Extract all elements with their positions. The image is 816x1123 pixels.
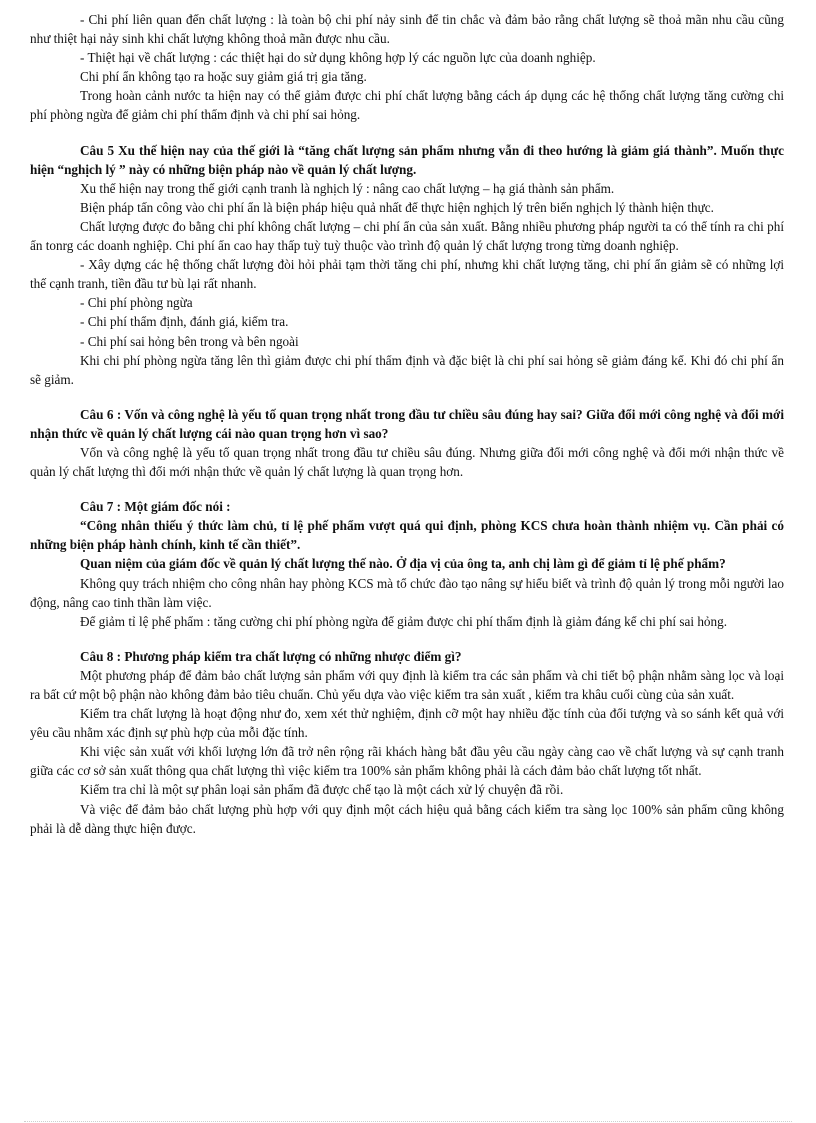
paragraph-q5-build-systems: - Xây dựng các hệ thống chất lượng đòi hỏi phải tạm thời tăng chi phí, nhưng khi chất lượng tăng, chi phí ẩn giảm sẽ có những lợi thế cạnh tranh, tiền đầu tư bù lại rất nhanh. xyxy=(30,257,784,292)
paragraph-q8-screening: Và việc để đảm bảo chất lượng phù hợp với quy định một cách hiệu quả bằng cách kiểm tra sàng lọc 100% sản phẩm cũng không phải là dễ dàng thực hiện được. xyxy=(30,801,784,836)
paragraph-hidden-cost: Chi phí ẩn không tạo ra hoặc suy giảm giá trị gia tăng. xyxy=(80,69,367,85)
paragraph-quality-cost-definition: - Chi phí liên quan đến chất lượng : là toàn bộ chi phí nảy sinh để tin chắc và đảm bảo rằng chất lượng sẽ thoả mãn nhu cầu cũng như thiệt hại nảy sinh khi chất lượng không thoả mãn được nhu cầu. xyxy=(30,12,784,47)
list-item-appraisal-cost: - Chi phí thẩm định, đánh giá, kiểm tra. xyxy=(80,314,289,330)
paragraph-q6-answer: Vốn và công nghệ là yếu tố quan trọng nhất trong đầu tư chiều sâu đúng. Nhưng giữa đổi mới công nghệ và đổi mới nhận thức về quản lý chất lượng thì đổi mới nhận thức về quản lý chất lượng là quan trọng hơn. xyxy=(30,444,784,480)
paragraph-q8-mass-production: Khi việc sản xuất với khối lượng lớn đã trở nên rộng rãi khách hàng bắt đầu yêu cầu ngày càng cao về chất lượng và sự cạnh tranh giữa các cơ sở sản xuất thông qua chất lượng thì việc kiểm tra 100% sản phẩm không phải là cách đảm bảo chất lượng tốt nhất. xyxy=(30,744,784,779)
page-bottom-divider xyxy=(24,1121,792,1122)
paragraph-current-context: Trong hoàn cảnh nước ta hiện nay có thể giảm được chi phí chất lượng bằng cách áp dụng các hệ thống chất lượng tăng cường chi phí phòng ngừa để giảm chi phí thẩm định và chi phí sai hỏng. xyxy=(30,88,784,123)
list-item-failure-cost: - Chi phí sai hỏng bên trong và bên ngoài xyxy=(80,333,299,349)
paragraph-q8-sorting: Kiểm tra chỉ là một sự phân loại sản phẩm đã được chế tạo là một cách xử lý chuyện đã rồi. xyxy=(80,782,564,798)
paragraph-q7-answer: Không quy trách nhiệm cho công nhân hay phòng KCS mà tổ chức đào tạo nâng sự hiểu biết và trình độ quản lý trong mỗi người lao động, nâng cao tinh thần làm việc. xyxy=(30,575,784,610)
paragraph-q7-reduce-defects: Để giảm tỉ lệ phế phẩm : tăng cường chi phí phòng ngừa để giảm được chi phí thẩm định là giảm đáng kể chi phí sai hỏng. xyxy=(80,613,728,629)
spacer xyxy=(30,389,784,405)
question-6-heading: Câu 6 : Vốn và công nghệ là yếu tố quan trọng nhất trong đầu tư chiều sâu đúng hay sai? Giữa đổi mới công nghệ và đổi mới nhận thức về quản lý chất lượng cái nào quan trọng hơn vì sao? xyxy=(30,406,784,441)
question-8-heading: Câu 8 : Phương pháp kiểm tra chất lượng có những nhược điểm gì? xyxy=(80,648,462,664)
paragraph-q5-measure: Biện pháp tấn công vào chi phí ẩn là biện pháp hiệu quả nhất để thực hiện nghịch lý trên biến nghịch lý thành hiện thực. xyxy=(80,199,714,215)
spacer xyxy=(30,481,784,497)
spacer xyxy=(30,631,784,647)
question-7-heading: Câu 7 : Một giám đốc nói : xyxy=(80,499,231,515)
paragraph-q8-method: Một phương pháp để đảm bảo chất lượng sản phẩm với quy định là kiểm tra các sản phẩm và chi tiết bộ phận nhằm sàng lọc và loại ra bất cứ một bộ phận nào không đảm bảo tiêu chuẩn. Chủ yếu dựa vào việc kiểm tra sản xuất , kiểm tra khâu cuối cùng của sản xuất. xyxy=(30,667,784,702)
spacer xyxy=(30,125,784,141)
paragraph-q5-conclusion: Khi chi phí phòng ngừa tăng lên thì giảm được chi phí thẩm định và đặc biệt là chi phí sai hỏng sẽ giảm đáng kể. Khi đó chi phí ẩn sẽ giảm. xyxy=(30,352,784,387)
list-item-prevention-cost: - Chi phí phòng ngừa xyxy=(80,295,193,311)
paragraph-q5-quality-measured: Chất lượng được đo bằng chi phí không chất lượng – chi phí ẩn của sản xuất. Bằng nhiều phương pháp người ta có thể tính ra chi phí ẩn tonrg các doanh nghiệp. Chi phí ẩn cao hay thấp tuỳ tuỳ thuộc vào trình độ quản lý chất lượng trong từng doanh nghiệp. xyxy=(30,218,784,254)
question-5-heading: Câu 5 Xu thế hiện nay của thế giới là “tăng chất lượng sản phẩm nhưng vẫn đi theo hướng là giảm giá thành”. Muốn thực hiện “nghịch lý ” này có những biện pháp nào về quản lý chất lượng. xyxy=(30,142,784,177)
document-page xyxy=(30,10,784,838)
paragraph-quality-damage: - Thiệt hại về chất lượng : các thiệt hại do sử dụng không hợp lý các nguồn lực của doanh nghiệp. xyxy=(80,50,596,66)
paragraph-q5-trend: Xu thế hiện nay trong thế giới cạnh tranh là nghịch lý : nâng cao chất lượng – hạ giá thành sản phẩm. xyxy=(80,180,615,196)
paragraph-q8-inspection: Kiểm tra chất lượng là hoạt động như đo, xem xét thử nghiệm, định cỡ một hay nhiều đặc tính của đối tượng và so sánh kết quả với yêu cầu nhằm xác định sự phù hợp của mỗi đặc tính. xyxy=(30,706,784,741)
question-7-quote: “Công nhân thiếu ý thức làm chủ, tỉ lệ phế phẩm vượt quá qui định, phòng KCS chưa hoàn thành nhiệm vụ. Cần phải có những biện pháp hành chính, kinh tế cần thiết”. xyxy=(30,518,784,553)
question-7-prompt: Quan niệm của giám đốc về quản lý chất lượng thế nào. Ở địa vị của ông ta, anh chị làm gì để giảm tỉ lệ phế phẩm? xyxy=(80,556,726,572)
